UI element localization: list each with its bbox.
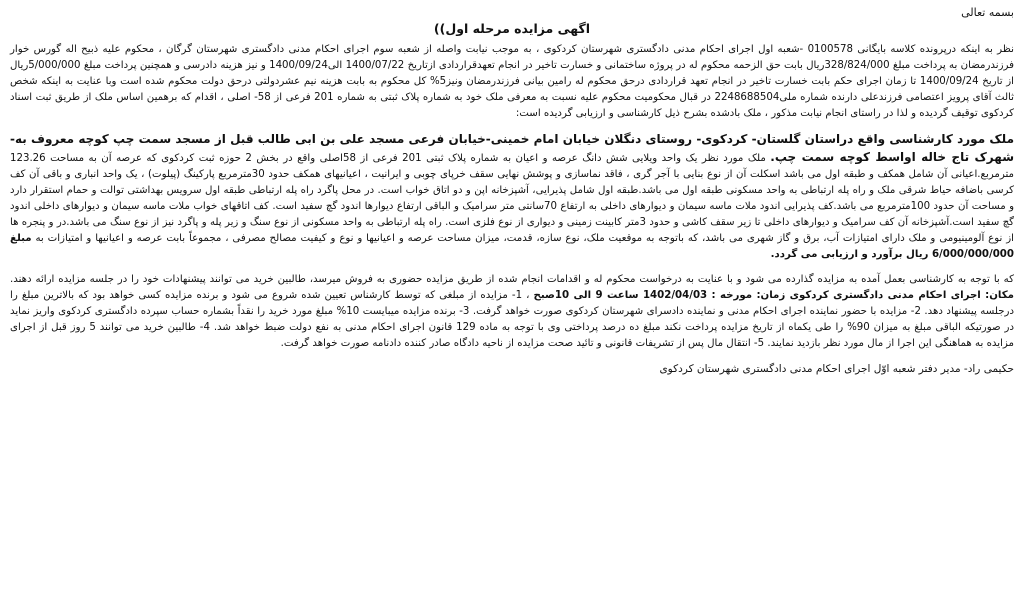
property-price: مبلغ 6/000/000/000 ریال برآورد و ارزیابی می گردد. [10,233,1014,260]
property-paragraph [10,131,1014,263]
notice-title: اگهی مزایده مرحله اول)) [433,21,591,36]
auction-place-time: مکان: اجرای احکام مدنی دادگستری کردکوی زمان: مورخه : 1402/04/03 ساعت 9 الی 10صبح [533,290,1014,301]
property-address: ملک مورد کارشناسی واقع دراستان گلستان- کردکوی- روستای دنگلان خیابان امام خمینی-خیابان فرعی مسجد علی بن ابی طالب قبل از مسجد سمت چپ کوچه معروف به- شهرک تاج خاله اواسط کوچه سمت چپ. [10,132,1014,164]
auction-conditions: ، 1- مزایده از مبلغی که توسط کارشناس تعیین شده شروع می شود و برنده مزایده کسی خواهد بود که بالاترین مبلغ را درجلسه پیشنهاد دهد. 2- مزایده با حضور نماینده اجرای احکام مدنی و نماینده دادسرای شهرستان کردکوی صورت خواهد گرفت. 3- برنده مزایده میبایست 10% مبلغ مورد خرید را نقداً بشماره حساب سپرده دادگستری کردکوی واریز نماید در صورتیکه الباقی مبلغ به میزان 90% را طی یکماه از تاریخ مزایده پرداخت نکند مبلغ ده درصد پرداختی وی با توجه به ماده 129 قانون اجرای احکام مدنی به نفع دولت ضبط خواهد شد. 4- طالبین خرید می توانند 5 روز قبل از اجرای مزایده به هماهنگی این اجرا از مال مورد نظر بازدید نمایند. 5- انتقال مال پس از تشریفات قانونی و تائید صحت مزایده از ناحیه دادگاه صادر کننده دادنامه صورت خواهد گرفت. [10,290,1014,349]
signature: حکیمی راد- مدیر دفتر شعبه اوّل اجرای احکام مدنی دادگستری شهرستان کردکوی [659,363,1014,375]
property-description: ملک مورد نظر یک واحد ویلایی شش دانگ عرصه و اعیان به شماره پلاک ثبتی 201 فرعی از 58اصلی واقع در بخش 2 حوزه ثبت کردکوی که عرصه آن به مساحت 123.26 مترمربع.اعیانی آن شامل همکف و طبقه اول می باشد اسکلت آن از نوع بنایی با آجر گری ، فاقد نماسازی و پوشش نهایی سقف خرپای چوبی و ایرانیت ، اعیانیهای همکف حدود 30مترمربع پارکینگ (پیلوت) ، یک واحد انباری و باقی آن کف کرسی باضافه حیاط شرقی ملک و راه پله ارتباطی به واحد مسکونی طبقه اول می باشد.طبقه اول شامل پذیرایی، آشپزخانه اپن و دو اتاق خواب است. در محل پاگرد راه پله ارتباطی طبقه اول سرویس بهداشتی توالت و حمام استقرار دارد و مساحت آن حدود 100مترمربع می باشد.کف پذیرایی اندود ملات ماسه سیمان و دیوارهای داخلی به ارتفاع 70سانتی متر سرامیک و الباقی ارتفاع دیوارها اندود گچ سفید است. کف اتاقهای خواب ملات ماسه سیمان و دیوارهای داخلی اندود گچ سفید است.آشپزخانه آن کف سرامیک و دیوارهای داخلی تا زیر سقف کاشی و حدود 3متر کابینت زمینی و دیواری از نوع فلزی است. راه پله ارتباطی به واحد مسکونی از نوع سنگ و زیر پله و پاگرد نیز از نوع سنگ می باشد.در و پنجره ها از نوع آلومینیومی و ملک دارای امتیازات آب، برق و گاز شهری می باشد، که باتوجه به موقعیت ملک، نوع سازه، قدمت، میزان مساحت عرصه و اعیانیها و نوع و کیفیت مصالح مصرفی ، مجموعاً بابت عرصه و اعیانیها و امتیازات به [10,153,1015,244]
case-paragraph: نظر به اینکه درپرونده کلاسه بایگانی 0100578 -شعبه اول اجرای احکام مدنی دادگستری شهرستان کردکوی ، به موجب نیابت واصله از شعبه سوم اجرای احکام مدنی دادگستری شهرستان گرگان ، محکوم علیه ذبیح اله گورس خوار فرزندرمضان به پرداخت مبلغ 328/824/000ریال بابت حق الزحمه محکوم له در پروژه ساختمانی و خسارت تاخیر در انجام تعهدقراردادی ازتاریخ 1400/07/22 الی1400/09/24 و نیز هزینه دادرسی و همچنین پرداخت مبلغ 5/000/000ریال از تاریخ 1400/09/24 تا زمان اجرای حکم بابت خسارت تاخیر در انجام تعهد قراردادی درحق محکوم له رامین بیانی فرزندرمضان ونیز5% کل محکوم به بابت هزینه نیم عشردولتی درحق دولت محکوم شده است وبا عنایت به اینکه شخص ثالث آقای پرویز اعتصامی فرزندعلی دارنده شماره ملی2248688504 در قبال محکومیت محکوم علیه نسبت به معرفی ملک خود به شماره پلاک ثبتی به شماره 201 فرعی از 58- اصلی ، اقدام که برهمین اساس ملک از طریق ثبت اسناد کردکوی توقیف گردیده و لذا در راستای انجام نیابت مذکور ، ملک بادشده بشرح ذیل کارشناسی و ارزیابی گردیده است: [10,44,1015,119]
auction-intro: که با توجه به کارشناسی بعمل آمده به مزایده گذارده می شود و با عنایت به درخواست محکوم له و اقدامات انجام شده از طریق مزایده حضوری به فروش میرسد، طالبین خرید می توانند پیشنهادات خود را در جلسه مزایده ارائه دهند. [10,274,1014,285]
auction-terms-paragraph [10,272,1014,352]
basmala-header: بسمه تعالی [961,6,1014,19]
